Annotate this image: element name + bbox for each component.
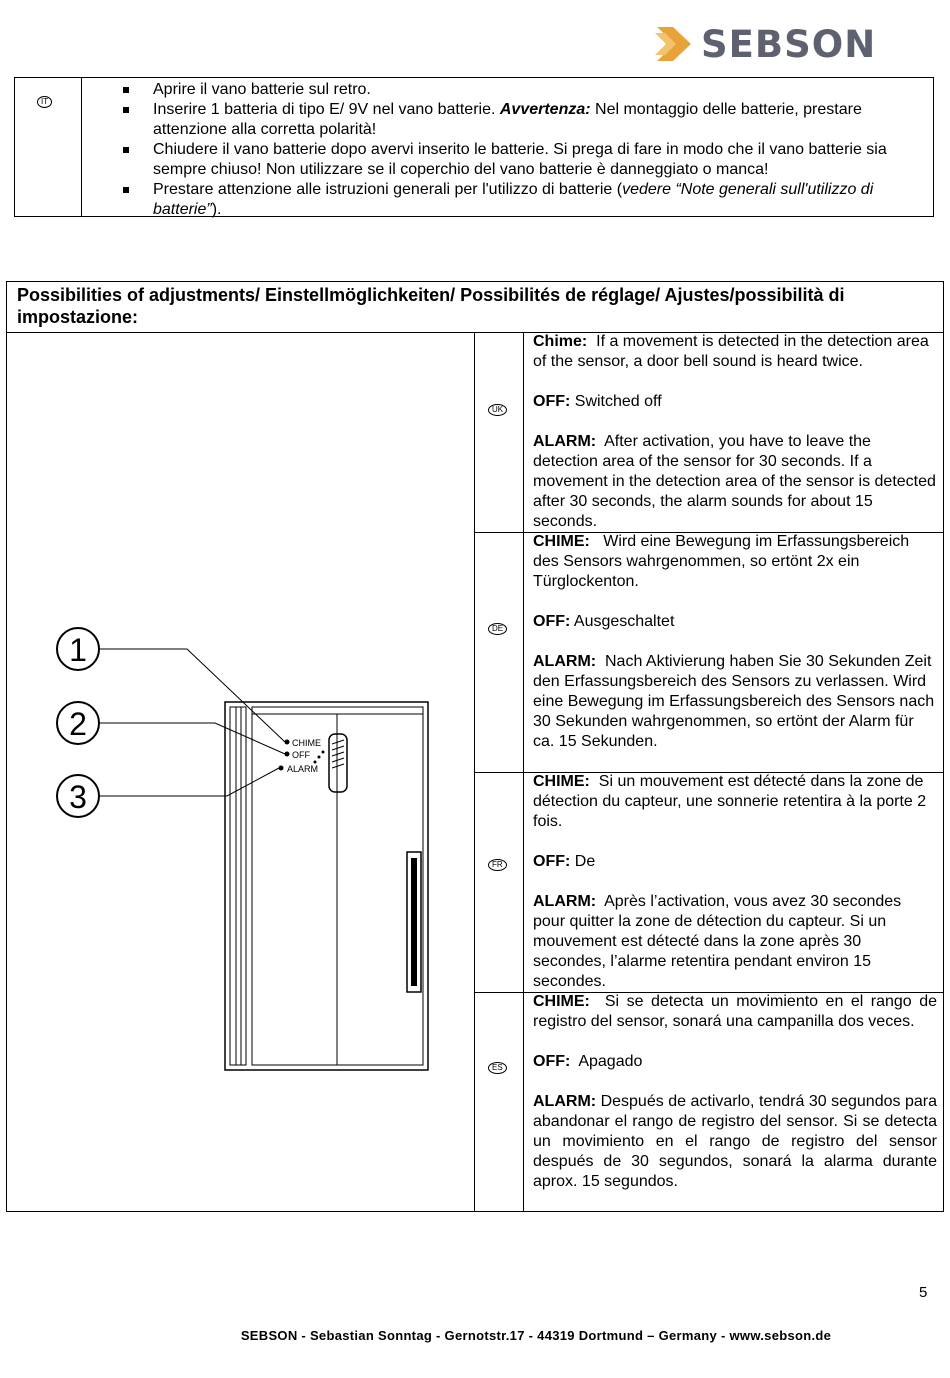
emphasis-text: Chime: <box>533 333 588 350</box>
list-item <box>121 80 931 100</box>
setting-description <box>533 772 937 832</box>
body-text: Après l’activation, vous avez 30 secondes pour quitter la zone de détection du capteur. Si un mouvement est détecté dans la zone après 30 secondes, l’alarme retentira pendant environ 15 secondes. <box>533 893 906 990</box>
spacer <box>533 372 937 392</box>
emphasis-text: CHIME: <box>533 533 590 550</box>
body-text: Inserire 1 batteria di tipo E/ 9V nel vano batterie. <box>153 101 500 118</box>
emphasis-text: vedere “Note generali sull'utilizzo di batterie” <box>153 181 878 218</box>
spacer <box>533 412 937 432</box>
spacer <box>533 1072 937 1092</box>
body-text: Si se detecta un movimiento en el rango de registro del sensor, sonará una campanilla dos veces. <box>533 993 942 1030</box>
switch-label-chime: CHIME <box>292 738 321 748</box>
body-text: Después de activarlo, tendrá 30 segundos para abandonar el rango de registro del sensor. Si se detecta un movimiento en el rango de registro del sensor después de 30 segundos, sonará la alarma durante aprox. 15 segundos. <box>533 1093 942 1190</box>
es-description <box>533 992 942 1192</box>
callout-number-2: 2 <box>69 706 87 742</box>
fr-description <box>533 772 937 992</box>
italian-battery-table <box>14 77 934 217</box>
emphasis-text: Avvertenza: <box>499 101 591 118</box>
setting-description <box>533 1092 942 1192</box>
callout-number-3: 3 <box>69 779 87 815</box>
setting-description <box>533 532 937 592</box>
body-text: If a movement is detected in the detection area of the sensor, a door bell sound is heard twice. <box>533 333 934 370</box>
switch-label-off: OFF <box>292 750 310 760</box>
logo-text: SEBSON <box>701 22 877 66</box>
de-description <box>533 532 937 752</box>
sebson-logo <box>655 24 876 64</box>
body-text: Nach Aktivierung haben Sie 30 Sekunden Zeit den Erfassungsbereich des Sensors zu verlassen. Wird eine Bewegung im Erfassungsbereich des Sensors nach 30 Sekunden wahrgenommen, so ertönt der Alarm für ca. 15 Sekunden. <box>533 653 939 750</box>
setting-description <box>533 392 937 412</box>
de-flag-icon: DE <box>488 623 507 635</box>
setting-description <box>533 332 937 372</box>
device-switch-diagram <box>47 622 437 1082</box>
emphasis-text: CHIME: <box>533 773 590 790</box>
body-text: Prestare attenzione alle istruzioni generali per l'utilizzo di batterie ( <box>153 181 623 198</box>
setting-description <box>533 612 937 632</box>
body-text: Apagado <box>570 1053 643 1070</box>
spacer <box>533 592 937 612</box>
body-text: After activation, you have to leave the detection area of the sensor for 30 seconds. If a movement in the detection area of the sensor is detected after 30 seconds, the alarm sounds for about 15 seconds. <box>533 433 941 530</box>
body-text: ). <box>211 201 222 218</box>
body-text: Nel montaggio delle batterie, prestare attenzione alla corretta polarità! <box>153 101 867 138</box>
body-text: Chiudere il vano batterie dopo avervi inserito le batterie. Si prega di fare in modo che il vano batterie sia sempre chiuso! Non utilizzare se il coperchio del vano batterie è danneggiato o manca! <box>153 141 892 178</box>
es-flag-icon: ES <box>488 1062 507 1074</box>
it-flag-icon: IT <box>37 96 52 108</box>
switch-label-alarm: ALARM <box>287 764 319 774</box>
list-item <box>121 180 931 220</box>
emphasis-text: ALARM: <box>533 893 597 910</box>
emphasis-text: OFF: <box>533 1053 571 1070</box>
setting-description <box>533 432 941 532</box>
emphasis-text: CHIME: <box>533 993 590 1010</box>
list-item <box>121 100 931 140</box>
spacer <box>533 832 937 852</box>
sebson-chevron-logo-icon <box>655 25 695 63</box>
list-item <box>121 140 931 180</box>
body-text: Aprire il vano batterie sul retro. <box>153 81 371 98</box>
flag-cell <box>15 78 82 216</box>
setting-description <box>533 992 942 1032</box>
emphasis-text: OFF: <box>533 393 571 410</box>
footer-address: SEBSON - Sebastian Sonntag - Gernotstr.17 - 44319 Dortmund – Germany - www.sebson.de <box>240 1328 832 1343</box>
page-number: 5 <box>919 1284 928 1301</box>
emphasis-text: OFF: <box>533 853 571 870</box>
uk-flag-icon: UK <box>488 404 507 416</box>
body-text: Switched off <box>570 393 662 410</box>
body-text: Wird eine Bewegung im Erfassungsbereich des Sensors wahrgenommen, so ertönt 2x ein Türglockenton. <box>533 533 914 590</box>
emphasis-text: ALARM: <box>533 653 597 670</box>
adjustments-table <box>6 281 944 1212</box>
setting-description <box>533 892 937 992</box>
callout-number-1: 1 <box>69 632 87 668</box>
spacer <box>533 872 937 892</box>
emphasis-text: ALARM: <box>533 433 597 450</box>
setting-description <box>533 852 937 872</box>
setting-description <box>533 652 937 752</box>
spacer <box>533 632 937 652</box>
body-text: Ausgeschaltet <box>570 613 675 630</box>
fr-flag-icon: FR <box>488 859 507 871</box>
spacer <box>533 1032 937 1052</box>
setting-description <box>533 1052 937 1072</box>
adjustments-title: Possibilities of adjustments/ Einstellmöglichkeiten/ Possibilités de réglage/ Ajustes/possibilità di impostazione: <box>17 285 845 327</box>
body-text: Si un mouvement est détecté dans la zone de détection du capteur, une sonnerie retentira à la porte 2 fois. <box>533 773 931 830</box>
uk-description <box>533 332 941 532</box>
emphasis-text: OFF: <box>533 613 571 630</box>
italian-instruction-list <box>121 80 931 220</box>
emphasis-text: ALARM: <box>533 1093 597 1110</box>
body-text: De <box>570 853 596 870</box>
